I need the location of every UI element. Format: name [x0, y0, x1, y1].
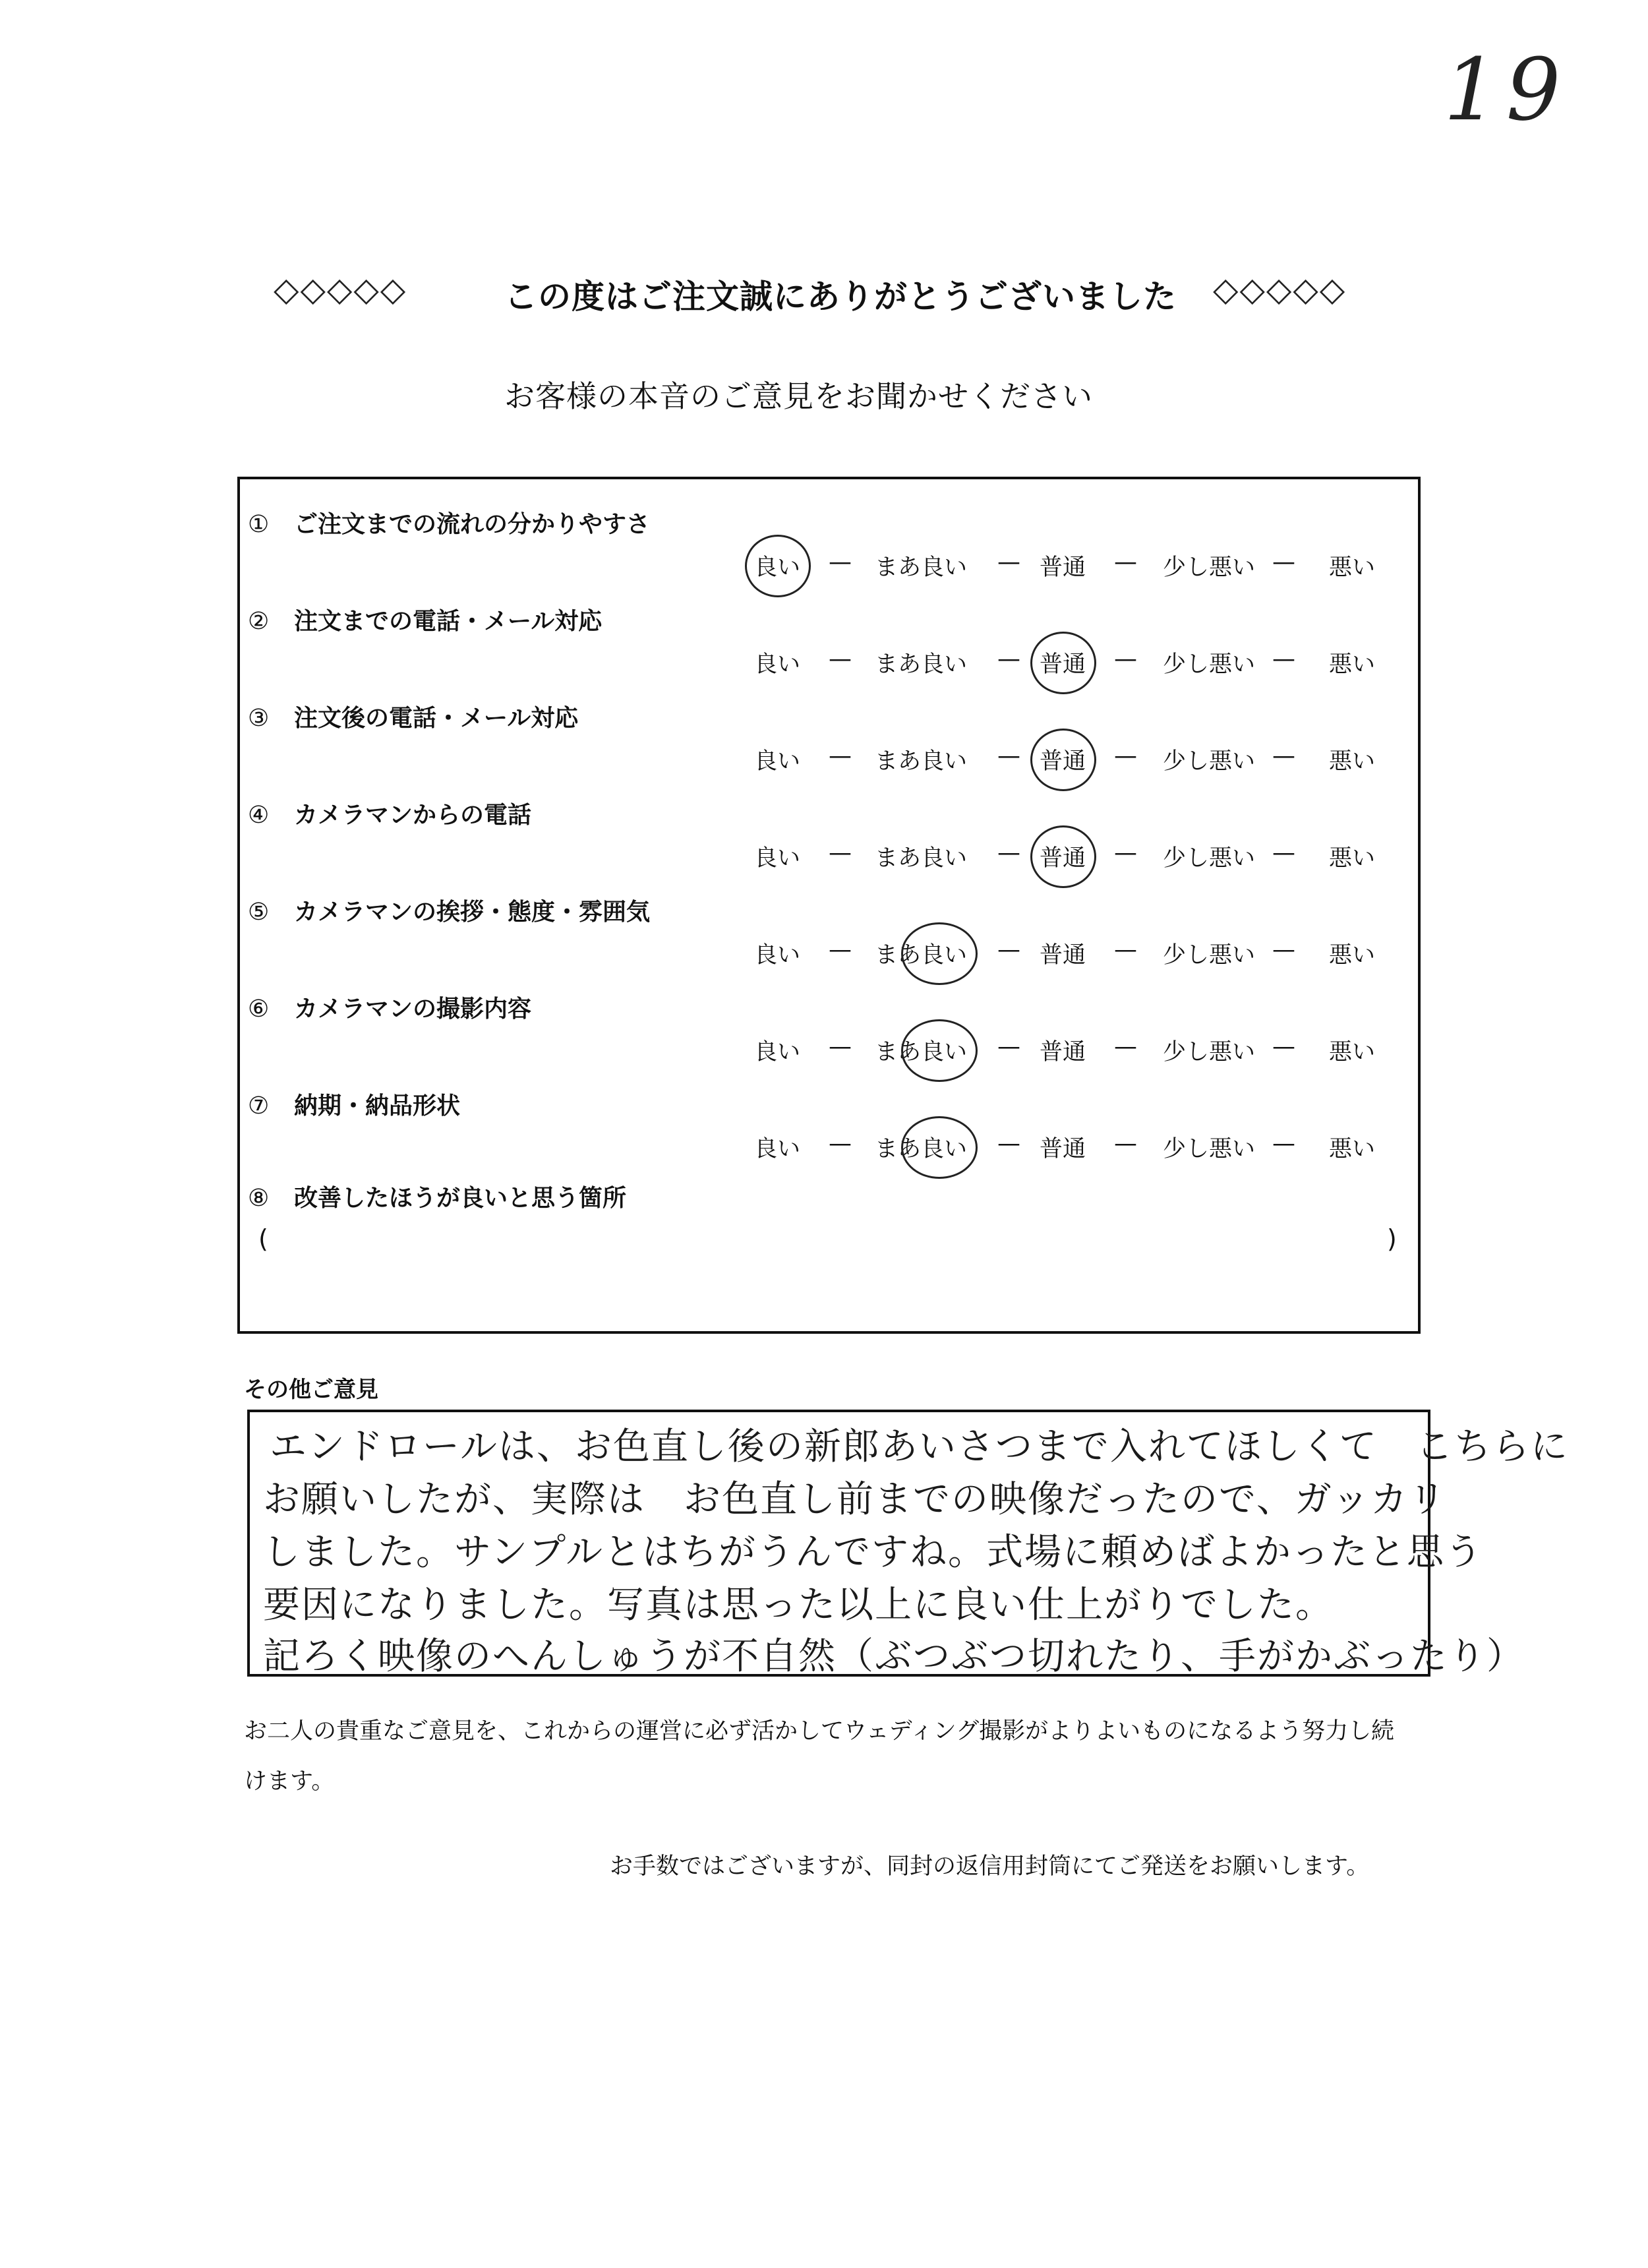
rating-separator: — — [997, 1034, 1020, 1060]
rating-separator: — — [1114, 937, 1137, 963]
rating-option[interactable]: 良い — [754, 942, 801, 969]
rating-option[interactable]: 普通 — [1040, 651, 1086, 678]
title-row — [0, 270, 1648, 323]
rating-option[interactable]: 少し悪い — [1163, 748, 1256, 775]
question-3-number: ③ — [248, 705, 270, 732]
rating-separator: — — [997, 549, 1020, 576]
closing-message: お二人の貴重なご意見を、これからの運営に必ず活かしてウェディング撮影がよりよいものになるよう努力し続けます。 — [244, 1718, 1395, 1795]
rating-option[interactable]: 普通 — [1040, 942, 1086, 969]
rating-option[interactable]: 少し悪い — [1163, 1136, 1256, 1162]
rating-option[interactable]: 普通 — [1040, 554, 1086, 581]
rating-option[interactable]: 悪い — [1329, 1039, 1376, 1065]
rating-option[interactable]: まあ良い — [875, 651, 968, 678]
rating-separator: — — [1272, 1034, 1295, 1060]
page-number: 19 — [1444, 40, 1569, 140]
question-7-rating-scale — [754, 1131, 1413, 1164]
rating-separator: — — [1114, 743, 1137, 769]
rating-option[interactable]: まあ良い — [875, 1136, 968, 1162]
selected-rating-circle — [1030, 825, 1096, 888]
question-6-number: ⑥ — [248, 996, 270, 1023]
rating-separator: — — [1272, 549, 1295, 576]
question-2-label — [248, 603, 602, 636]
selected-rating-circle — [1030, 729, 1096, 791]
question-1-text: ご注文までの流れの分かりやすさ — [294, 511, 651, 538]
rating-option[interactable]: 少し悪い — [1163, 651, 1256, 678]
rating-option[interactable]: 少し悪い — [1163, 1039, 1256, 1065]
rating-option[interactable]: まあ良い — [875, 845, 968, 872]
rating-separator: — — [1272, 743, 1295, 769]
comment-line: お願いしたが、実際は お色直し前までの映像だったので、ガッカリ — [263, 1478, 1447, 1521]
question-6-rating-scale — [754, 1034, 1413, 1067]
rating-separator: — — [1272, 646, 1295, 672]
selected-rating-circle — [901, 1019, 978, 1082]
rating-option[interactable]: 悪い — [1329, 748, 1376, 775]
rating-option[interactable]: 良い — [754, 554, 801, 581]
survey-box — [237, 477, 1421, 1334]
rating-separator: — — [997, 937, 1020, 963]
rating-option[interactable]: 普通 — [1040, 845, 1086, 872]
selected-rating-circle — [1030, 632, 1096, 694]
question-4-text: カメラマンからの電話 — [294, 802, 532, 829]
rating-option[interactable]: 少し悪い — [1163, 845, 1256, 872]
improvement-close-paren: ) — [1387, 1224, 1397, 1253]
question-2-number: ② — [248, 608, 270, 635]
rating-separator: — — [829, 937, 852, 963]
rating-option[interactable]: 良い — [754, 1136, 801, 1162]
return-envelope-note: お手数ではございますが、同封の返信用封筒にてご発送をお願いします。 — [610, 1853, 1370, 1880]
question-7-number: ⑦ — [248, 1092, 270, 1119]
other-opinions-heading: その他ご意見 — [244, 1377, 378, 1403]
rating-option[interactable]: 良い — [754, 1039, 801, 1065]
question-2-text: 注文までの電話・メール対応 — [294, 608, 603, 635]
question-5-rating-scale — [754, 937, 1413, 970]
question-5-number: ⑤ — [248, 899, 270, 926]
rating-option[interactable]: 良い — [754, 748, 801, 775]
question-7-text: 納期・納品形状 — [294, 1092, 461, 1119]
question-5-text: カメラマンの挨拶・態度・雰囲気 — [294, 899, 651, 926]
rating-separator: — — [1272, 840, 1295, 866]
question-4-number: ④ — [248, 802, 270, 829]
left-diamonds: ◇◇◇◇◇ — [274, 270, 407, 309]
rating-option[interactable]: 悪い — [1329, 651, 1376, 678]
question-2-rating-scale — [754, 646, 1413, 679]
question-3-label — [248, 700, 578, 733]
comment-line: 記ろく映像のへんしゅうが不自然（ぶつぶつ切れたり、手がかぶったり） — [263, 1635, 1525, 1678]
page-title: この度はご注文誠にありがとうございました — [504, 278, 1177, 316]
rating-option[interactable]: まあ良い — [875, 1039, 968, 1065]
rating-separator: — — [829, 743, 852, 769]
rating-option[interactable]: まあ良い — [875, 748, 968, 775]
rating-separator: — — [1114, 646, 1137, 672]
selected-rating-circle — [745, 535, 811, 597]
rating-option[interactable]: 悪い — [1329, 942, 1376, 969]
rating-separator: — — [997, 743, 1020, 769]
rating-separator: — — [829, 1131, 852, 1157]
rating-separator: — — [997, 840, 1020, 866]
rating-option[interactable]: 少し悪い — [1163, 942, 1256, 969]
rating-option[interactable]: まあ良い — [875, 942, 968, 969]
rating-option[interactable]: 悪い — [1329, 845, 1376, 872]
selected-rating-circle — [901, 1116, 978, 1179]
question-6-label — [248, 990, 531, 1024]
question-4-label — [248, 796, 531, 830]
question-3-text: 注文後の電話・メール対応 — [294, 705, 579, 732]
rating-separator: — — [997, 1131, 1020, 1157]
question-1-rating-scale — [754, 549, 1413, 582]
question-7-label — [248, 1087, 460, 1121]
rating-option[interactable]: 普通 — [1040, 1039, 1086, 1065]
comment-line: エンドロールは、お色直し後の新郎あいさつまで入れてほしくて こちらに — [270, 1425, 1569, 1468]
rating-option[interactable]: 良い — [754, 845, 801, 872]
page-subtitle: お客様の本音のご意見をお聞かせください — [504, 378, 1093, 414]
other-opinions-box[interactable] — [247, 1410, 1569, 1678]
rating-separator: — — [829, 646, 852, 672]
selected-rating-circle — [901, 922, 978, 985]
rating-separator: — — [1272, 937, 1295, 963]
question-1-number: ① — [248, 511, 270, 538]
rating-separator: — — [1114, 840, 1137, 866]
rating-option[interactable]: 悪い — [1329, 1136, 1376, 1162]
improvement-open-paren: ( — [258, 1224, 268, 1253]
rating-separator: — — [829, 1034, 852, 1060]
comment-line: 要因になりました。写真は思った以上に良い仕上がりでした。 — [263, 1584, 1334, 1626]
rating-separator: — — [997, 646, 1020, 672]
question-8-number: ⑧ — [248, 1185, 270, 1212]
question-5-label — [248, 893, 650, 927]
question-3-rating-scale — [754, 743, 1413, 776]
question-8-text: 改善したほうが良いと思う箇所 — [294, 1185, 627, 1212]
rating-separator: — — [1272, 1131, 1295, 1157]
rating-separator: — — [829, 549, 852, 576]
question-8-label — [248, 1179, 626, 1213]
question-6-text: カメラマンの撮影内容 — [294, 996, 532, 1023]
rating-option[interactable]: 良い — [754, 651, 801, 678]
question-1-label — [248, 506, 650, 539]
rating-option[interactable]: 普通 — [1040, 748, 1086, 775]
rating-option[interactable]: 普通 — [1040, 1136, 1086, 1162]
right-diamonds: ◇◇◇◇◇ — [1213, 270, 1347, 309]
rating-separator: — — [1114, 1034, 1137, 1060]
rating-option[interactable]: まあ良い — [875, 554, 968, 581]
rating-separator: — — [829, 840, 852, 866]
rating-separator: — — [1114, 1131, 1137, 1157]
rating-option[interactable]: 少し悪い — [1163, 554, 1256, 581]
improvement-input[interactable] — [280, 1221, 1374, 1261]
rating-option[interactable]: 悪い — [1329, 554, 1376, 581]
question-4-rating-scale — [754, 840, 1413, 873]
comment-line: しました。サンプルとはちがうんですね。式場に頼めばよかったと思う — [263, 1531, 1483, 1574]
rating-separator: — — [1114, 549, 1137, 576]
